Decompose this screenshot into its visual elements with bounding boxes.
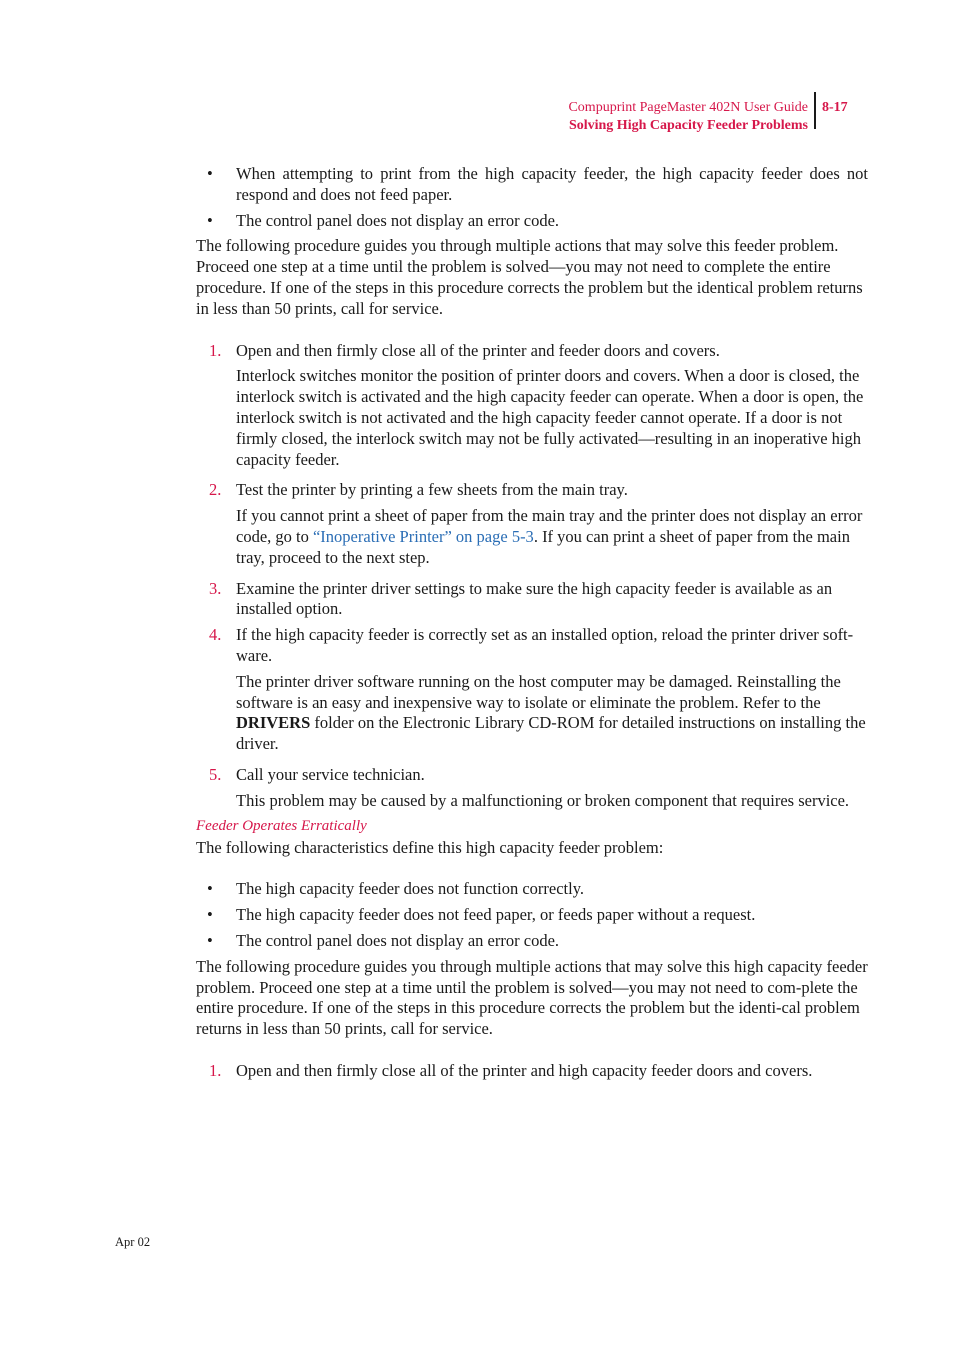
step-text: Open and then firmly close all of the printer and feeder doors and covers. [236,340,720,360]
step-text: Test the printer by printing a few sheets from the main tray. [236,480,628,500]
bullet-item: • The high capacity feeder does not feed paper, or feeds paper without a request. [207,905,756,925]
bullet-icon: • [207,930,213,950]
step-text: Open and then firmly close all of the printer and high capacity feeder doors and covers. [236,1060,813,1080]
bullet-icon: • [207,210,213,230]
footer-date: Apr 02 [115,1235,151,1249]
intro-paragraph: The following characteristics define this high capacity feeder problem: [196,837,664,857]
header-divider [814,92,816,129]
bullet-item: • The control panel does not display an error code. [207,930,560,950]
step-number: 2. [209,480,222,500]
step-item [196,765,868,786]
step-number: 5. [209,764,222,784]
step-detail: Interlock switches monitor the position of printer doors and covers. When a door is closed, the interlock switch is activated and the high capacity feeder can operate. When a door is open, the interlock switch is not activated and the high capacity feeder cannot operate. If a door is not firmly closed, the interlock switch may not be fully activated—resulting in an inoperative high capacity feeder. [236,366,864,469]
step-item [196,625,868,667]
step-number: 3. [209,578,222,598]
bullet-icon: • [207,879,213,899]
step-detail: The printer driver software running on the host computer may be damaged. Reinstalling the software is an easy and inexpensive way to isolate or eliminate the problem. Refer to the DRIVERS folder on the Electronic Library CD-ROM for detailed instructions on installing the driver. [236,671,866,754]
bullet-icon: • [207,164,213,183]
bullet-item: • The high capacity feeder does not function correctly. [207,879,585,899]
step-item [196,579,868,621]
cross-reference-link[interactable]: “Inoperative Printer” on page 5-3 [312,526,534,546]
step-text: If the high capacity feeder is correctly set as an installed option, reload the printer driver soft-ware. [236,625,854,665]
bullet-item: • The control panel does not display an error code. [207,210,560,230]
step-number: 4. [209,625,222,645]
step-detail: If you cannot print a sheet of paper from the main tray and the printer does not display an error code, go to “Inoperative Printer” on page 5-3. If you can print a sheet of paper from the main tray, proceed to the next step. [236,506,863,567]
running-header [568,99,808,135]
step-detail: This problem may be caused by a malfunctioning or broken component that requires service. [236,790,850,810]
step-text: Call your service technician. [236,764,425,784]
step-item [196,341,868,362]
guide-title: Compuprint PageMaster 402N User Guide [568,100,808,115]
step-item [196,480,868,501]
intro-paragraph: The following procedure guides you through multiple actions that may solve this feeder problem. Proceed one step at a time until the problem is solved—you may not need to complete the entire procedure. If one of the steps in this procedure corrects the problem but the identical problem returns in less than 50 prints, call for service. [196,236,863,318]
bullet-icon: • [207,905,213,925]
page-body [196,164,868,1087]
step-text: Examine the printer driver settings to make sure the high capacity feeder is available as an installed option. [236,578,833,619]
step-item [196,1061,868,1082]
section-subheading: Feeder Operates Erratically [196,817,367,834]
step-number: 1. [209,1060,222,1080]
drivers-folder-name: DRIVERS [236,713,311,733]
section-title: Solving High Capacity Feeder Problems [568,118,808,133]
step-number: 1. [209,340,222,360]
intro-paragraph: The following procedure guides you through multiple actions that may solve this high capacity feeder problem. Proceed one step at a time until the problem is solved—you may not need to com-plete the entire procedure. If one of the steps in this procedure corrects the problem but the identi-cal problem returns in less than 50 prints, call for service. [196,956,868,1039]
page-number: 8-17 [822,100,848,115]
bullet-item: • When attempting to print from the high capacity feeder, the high capacity feeder does not respond and does not feed paper. [207,164,868,204]
